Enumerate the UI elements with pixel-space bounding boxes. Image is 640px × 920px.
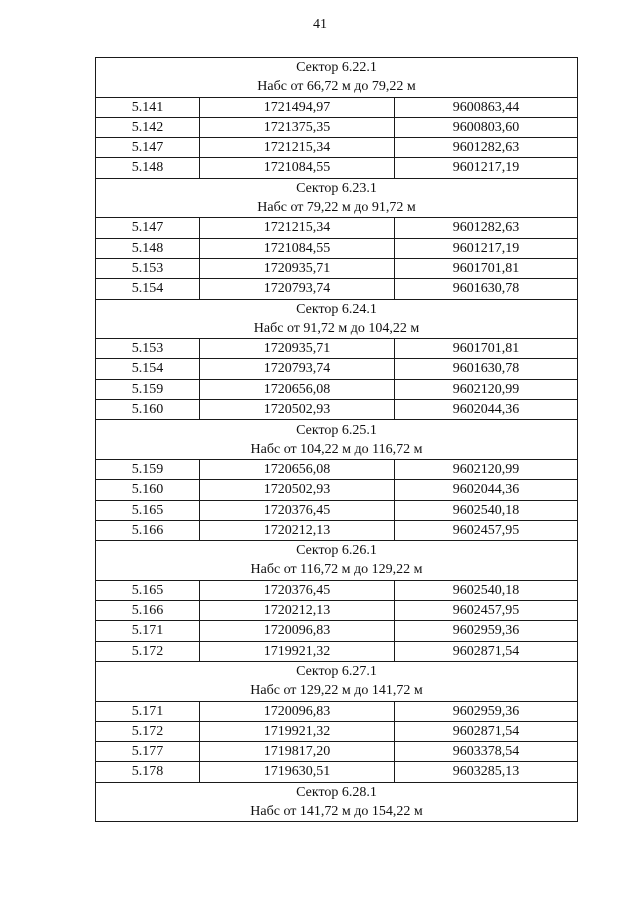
y-coordinate-cell: 9602120,99	[395, 379, 578, 399]
sector-header-row	[96, 420, 578, 460]
y-coordinate-cell: 9602959,36	[395, 621, 578, 641]
x-coordinate-cell: 1721084,55	[200, 238, 395, 258]
y-coordinate-cell: 9601282,63	[395, 138, 578, 158]
page-number: 41	[313, 17, 327, 32]
sector-height-range: Набс от 79,22 м до 91,72 м	[257, 200, 416, 216]
x-coordinate-cell: 1720212,13	[200, 520, 395, 540]
point-number-cell: 5.141	[96, 97, 200, 117]
table-row	[96, 621, 578, 641]
y-coordinate-cell: 9601282,63	[395, 218, 578, 238]
point-number-cell: 5.147	[96, 138, 200, 158]
point-number-cell: 5.159	[96, 459, 200, 479]
point-number-cell: 5.172	[96, 721, 200, 741]
table-row	[96, 500, 578, 520]
y-coordinate-cell: 9602044,36	[395, 400, 578, 420]
table-row	[96, 400, 578, 420]
sector-header-row	[96, 299, 578, 339]
table-row	[96, 580, 578, 600]
y-coordinate-cell: 9600863,44	[395, 97, 578, 117]
sector-header-row	[96, 541, 578, 581]
y-coordinate-cell: 9602871,54	[395, 641, 578, 661]
y-coordinate-cell: 9600803,60	[395, 117, 578, 137]
table-row	[96, 158, 578, 178]
sector-header	[96, 661, 578, 701]
point-number-cell: 5.165	[96, 580, 200, 600]
table-row	[96, 762, 578, 782]
table-row	[96, 97, 578, 117]
y-coordinate-cell: 9603285,13	[395, 762, 578, 782]
x-coordinate-cell: 1720793,74	[200, 279, 395, 299]
table-row	[96, 258, 578, 278]
point-number-cell: 5.171	[96, 621, 200, 641]
point-number-cell: 5.147	[96, 218, 200, 238]
x-coordinate-cell: 1720502,93	[200, 480, 395, 500]
table-row	[96, 459, 578, 479]
sector-name: Сектор 6.24.1	[296, 301, 377, 317]
x-coordinate-cell: 1721375,35	[200, 117, 395, 137]
x-coordinate-cell: 1720376,45	[200, 500, 395, 520]
x-coordinate-cell: 1720212,13	[200, 601, 395, 621]
x-coordinate-cell: 1721494,97	[200, 97, 395, 117]
point-number-cell: 5.159	[96, 379, 200, 399]
y-coordinate-cell: 9601630,78	[395, 279, 578, 299]
point-number-cell: 5.166	[96, 520, 200, 540]
y-coordinate-cell: 9602044,36	[395, 480, 578, 500]
sector-height-range: Набс от 141,72 м до 154,22 м	[250, 803, 423, 819]
sector-name: Сектор 6.25.1	[296, 422, 377, 438]
sector-height-range: Набс от 129,22 м до 141,72 м	[250, 683, 423, 699]
y-coordinate-cell: 9602120,99	[395, 459, 578, 479]
point-number-cell: 5.153	[96, 339, 200, 359]
table-row	[96, 520, 578, 540]
x-coordinate-cell: 1720935,71	[200, 258, 395, 278]
sector-height-range: Набс от 104,22 м до 116,72 м	[250, 441, 423, 457]
point-number-cell: 5.165	[96, 500, 200, 520]
coordinates-table-body	[96, 58, 578, 822]
point-number-cell: 5.154	[96, 279, 200, 299]
table-row	[96, 641, 578, 661]
x-coordinate-cell: 1720656,08	[200, 379, 395, 399]
sector-name: Сектор 6.28.1	[296, 784, 377, 800]
y-coordinate-cell: 9601630,78	[395, 359, 578, 379]
table-row	[96, 359, 578, 379]
y-coordinate-cell: 9603378,54	[395, 742, 578, 762]
y-coordinate-cell: 9601701,81	[395, 258, 578, 278]
sector-header	[96, 58, 578, 98]
x-coordinate-cell: 1721084,55	[200, 158, 395, 178]
sector-header	[96, 299, 578, 339]
x-coordinate-cell: 1721215,34	[200, 218, 395, 238]
x-coordinate-cell: 1719921,32	[200, 721, 395, 741]
sector-name: Сектор 6.27.1	[296, 664, 377, 680]
table-row	[96, 279, 578, 299]
table-row	[96, 138, 578, 158]
table-row	[96, 701, 578, 721]
table-row	[96, 339, 578, 359]
y-coordinate-cell: 9602540,18	[395, 580, 578, 600]
table-row	[96, 601, 578, 621]
table-row	[96, 238, 578, 258]
x-coordinate-cell: 1720096,83	[200, 701, 395, 721]
sector-header	[96, 420, 578, 460]
point-number-cell: 5.160	[96, 400, 200, 420]
point-number-cell: 5.154	[96, 359, 200, 379]
table-row	[96, 480, 578, 500]
sector-header-row	[96, 58, 578, 98]
y-coordinate-cell: 9601701,81	[395, 339, 578, 359]
sector-header	[96, 178, 578, 218]
y-coordinate-cell: 9602457,95	[395, 520, 578, 540]
table-row	[96, 742, 578, 762]
point-number-cell: 5.177	[96, 742, 200, 762]
x-coordinate-cell: 1720376,45	[200, 580, 395, 600]
sector-height-range: Набс от 91,72 м до 104,22 м	[253, 320, 420, 336]
y-coordinate-cell: 9602540,18	[395, 500, 578, 520]
sector-header-row	[96, 782, 578, 822]
x-coordinate-cell: 1720656,08	[200, 459, 395, 479]
point-number-cell: 5.160	[96, 480, 200, 500]
sector-header-row	[96, 178, 578, 218]
x-coordinate-cell: 1720793,74	[200, 359, 395, 379]
sector-height-range: Набс от 66,72 м до 79,22 м	[257, 79, 416, 95]
x-coordinate-cell: 1721215,34	[200, 138, 395, 158]
sector-header-row	[96, 661, 578, 701]
table-row	[96, 117, 578, 137]
x-coordinate-cell: 1720096,83	[200, 621, 395, 641]
point-number-cell: 5.148	[96, 238, 200, 258]
y-coordinate-cell: 9602959,36	[395, 701, 578, 721]
point-number-cell: 5.148	[96, 158, 200, 178]
x-coordinate-cell: 1719817,20	[200, 742, 395, 762]
point-number-cell: 5.178	[96, 762, 200, 782]
y-coordinate-cell: 9602871,54	[395, 721, 578, 741]
x-coordinate-cell: 1720935,71	[200, 339, 395, 359]
x-coordinate-cell: 1720502,93	[200, 400, 395, 420]
point-number-cell: 5.172	[96, 641, 200, 661]
y-coordinate-cell: 9602457,95	[395, 601, 578, 621]
point-number-cell: 5.153	[96, 258, 200, 278]
point-number-cell: 5.171	[96, 701, 200, 721]
coordinates-table	[95, 57, 578, 822]
x-coordinate-cell: 1719921,32	[200, 641, 395, 661]
table-row	[96, 218, 578, 238]
table-row	[96, 721, 578, 741]
sector-header	[96, 782, 578, 822]
sector-name: Сектор 6.26.1	[296, 543, 377, 559]
table-row	[96, 379, 578, 399]
y-coordinate-cell: 9601217,19	[395, 238, 578, 258]
sector-name: Сектор 6.23.1	[296, 181, 377, 197]
point-number-cell: 5.142	[96, 117, 200, 137]
x-coordinate-cell: 1719630,51	[200, 762, 395, 782]
sector-header	[96, 541, 578, 581]
point-number-cell: 5.166	[96, 601, 200, 621]
y-coordinate-cell: 9601217,19	[395, 158, 578, 178]
sector-name: Сектор 6.22.1	[296, 60, 377, 76]
sector-height-range: Набс от 116,72 м до 129,22 м	[250, 562, 423, 578]
